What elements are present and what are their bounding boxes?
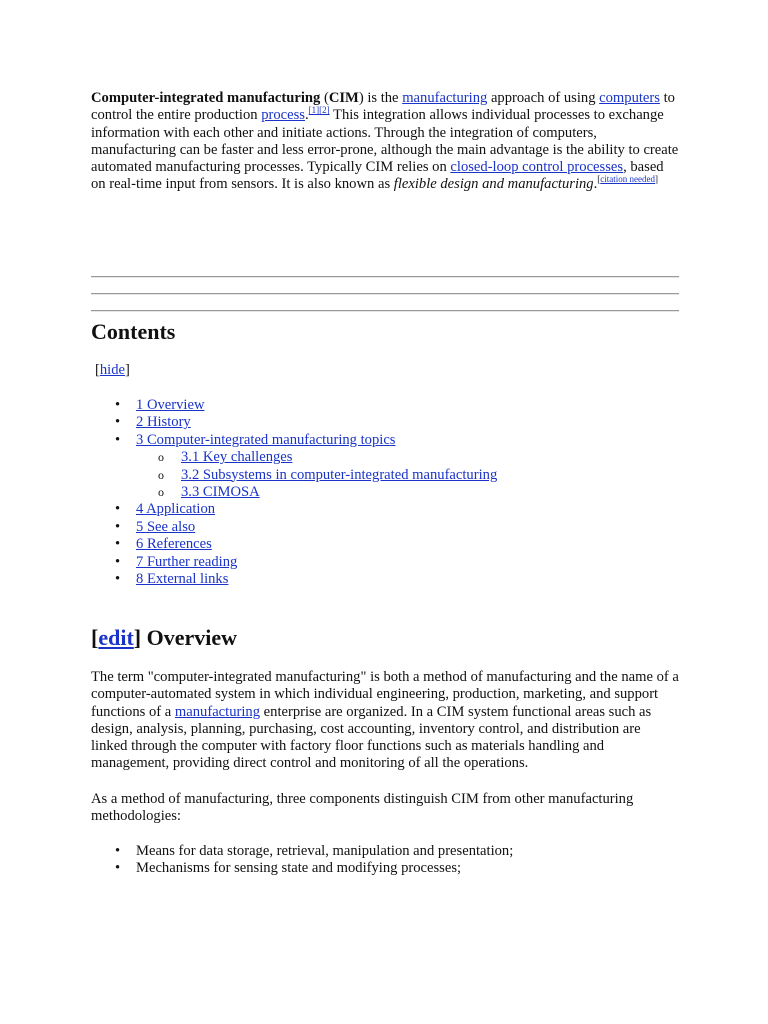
toc-item	[91, 501, 497, 518]
toc-link-references[interactable]: 6 References	[136, 536, 212, 553]
bullet-icon: •	[115, 536, 121, 553]
link-closed-loop[interactable]: closed-loop control processes	[450, 159, 624, 176]
bullet-icon: •	[115, 518, 121, 535]
toc-link-cimosa[interactable]: 3.3 CIMOSA	[181, 483, 260, 500]
toc-link-subsystems[interactable]: 3.2 Subsystems in computer-integrated manufacturing	[181, 466, 498, 483]
link-computers[interactable]: computers	[599, 90, 660, 106]
toc-subitem	[91, 449, 497, 466]
toc-item	[91, 432, 497, 449]
overview-heading: [edit] Overview	[91, 625, 238, 650]
components-list	[91, 843, 513, 878]
toc-subitem	[91, 467, 497, 484]
toc-item	[91, 571, 497, 588]
italic-term: flexible design and manufacturing	[393, 176, 594, 193]
contents-heading: Contents	[91, 319, 176, 344]
divider-1	[91, 276, 679, 278]
bullet-icon: •	[115, 860, 121, 877]
toc-item	[91, 519, 497, 536]
toc-subitem	[91, 484, 497, 501]
divider-3	[91, 310, 679, 312]
circle-bullet-icon: o	[158, 467, 164, 482]
divider-2	[91, 293, 679, 295]
term-bold: Computer-integrated manufacturing	[91, 90, 321, 106]
toc-list	[91, 397, 497, 588]
toc-link-overview[interactable]: 1 Overview	[136, 397, 205, 413]
list-item: • Mechanisms for sensing state and modifying processes;	[115, 860, 462, 877]
circle-bullet-icon: o	[158, 484, 164, 499]
bullet-icon: •	[115, 570, 121, 587]
toc-link-cim-topics[interactable]: 3 Computer-integrated manufacturing topics	[136, 431, 396, 448]
link-manufacturing[interactable]: manufacturing	[402, 90, 488, 106]
abbr-bold: CIM	[328, 90, 359, 106]
hide-link[interactable]: hide	[99, 362, 126, 378]
edit-link[interactable]: edit	[98, 625, 134, 650]
toc-link-application[interactable]: 4 Application	[136, 501, 216, 518]
toc-link-history[interactable]: 2 History	[136, 414, 191, 431]
link-process[interactable]: process	[261, 107, 305, 124]
toc-item	[91, 414, 497, 431]
toc-link-external-links[interactable]: 8 External links	[136, 570, 229, 587]
intro-paragraph: Computer-integrated manufacturing (CIM) is the manufacturing approach of using computers to control the entire production process.[1][2] This integration allows individual processes to exchange information with each other and initiate actions. Through the integration of computers, manufacturing can be faster and less error-prone, although the main advantage is the ability to create automated manufacturing processes. Typically CIM relies on closed-loop control processes, based on real-time input from sensors. It is also known as flexible design and manufacturing.[citation needed]	[91, 90, 679, 193]
toc-link-see-also[interactable]: 5 See also	[136, 518, 196, 535]
citation-needed-link[interactable]: citation needed	[600, 174, 655, 185]
toc-item	[91, 536, 497, 553]
ref-1[interactable]: [1]	[308, 105, 320, 116]
toc-link-further-reading[interactable]: 7 Further reading	[136, 553, 238, 570]
bullet-icon: •	[115, 431, 121, 448]
toc-item	[91, 554, 497, 571]
toc-toggle: [hide]	[95, 362, 130, 378]
overview-paragraph-2: As a method of manufacturing, three components distinguish CIM from other manufacturing methodologies:	[91, 791, 634, 825]
bullet-icon: •	[115, 397, 121, 413]
bullet-icon: •	[115, 414, 121, 431]
overview-paragraph-1: The term "computer-integrated manufacturing" is both a method of manufacturing and the name of a computer-automated system in which individual engineering, production, marketing, and support functions of a manufacturing enterprise are organized. In a CIM system functional areas such as design, analysis, planning, purchasing, cost accounting, inventory control, and distribution are linked through the computer with factory floor functions such as materials handling and management, providing direct control and monitoring of all the operations.	[91, 669, 679, 772]
bullet-icon: •	[115, 501, 121, 518]
bullet-icon: •	[115, 843, 121, 859]
toc-item	[91, 397, 497, 414]
bullet-icon: •	[115, 553, 121, 570]
circle-bullet-icon: o	[158, 450, 164, 465]
ref-2[interactable]: [2]	[319, 105, 330, 116]
link-manufacturing-2[interactable]: manufacturing	[174, 703, 261, 720]
toc-link-key-challenges[interactable]: 3.1 Key challenges	[181, 449, 293, 466]
list-item: • Means for data storage, retrieval, manipulation and presentation;	[115, 843, 514, 859]
